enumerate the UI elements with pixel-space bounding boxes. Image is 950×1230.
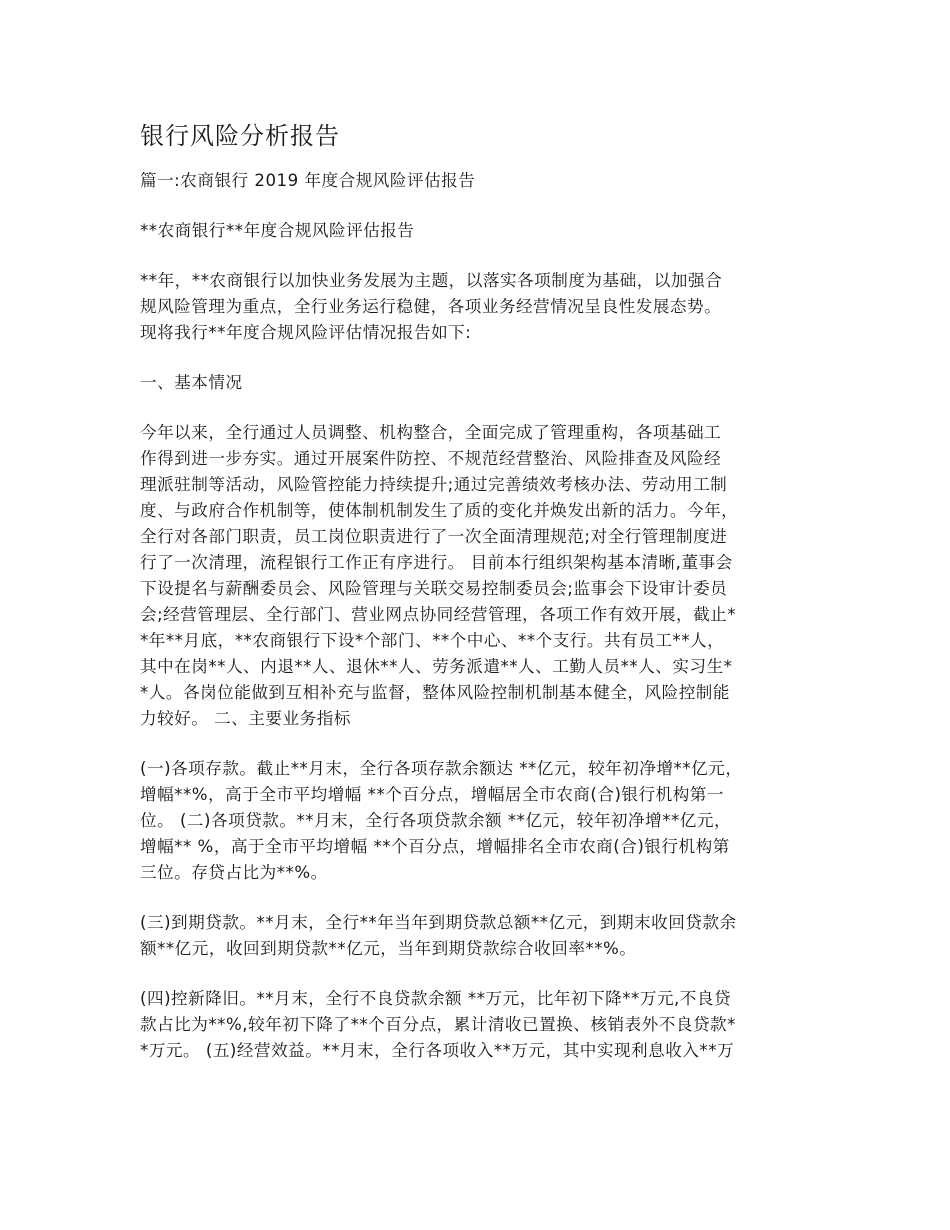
text-line: 理派驻制等活动，风险管控能力持续提升;通过完善绩效考核办法、劳动用工制 — [140, 475, 728, 494]
text-line: 作得到进一步夯实。通过开展案件防控、不规范经营整治、风险排查及风险经 — [140, 449, 722, 468]
text-line: *年**月底，**农商银行下设*个部门、**个中心、**个支行。共有员工**人， — [140, 631, 725, 650]
text-line: 其中在岗**人、内退**人、退休**人、劳务派遣**人、工勤人员**人、实习生* — [140, 657, 733, 676]
text-line: 下设提名与薪酬委员会、风险管理与关联交易控制委员会;监事会下设审计委员 — [140, 579, 728, 598]
paragraph-basic-situation — [140, 420, 812, 732]
text-line: 篇一:农商银行 2019 年度合规风险评估报告 — [140, 171, 476, 190]
text-line: 会;经营管理层、全行部门、营业网点协同经营管理，各项工作有效开展，截止* — [140, 605, 737, 624]
document-title: 银行风险分析报告 — [140, 122, 340, 150]
paragraph-npl-control — [140, 986, 812, 1064]
text-line: 增幅**%，高于全市平均增幅 **个百分点，增幅居全市农商(合)银行机构第一 — [140, 785, 724, 804]
text-line: (四)控新降旧。**月末，全行不良贷款余额 **万元，比年初下降**万元,不良贷 — [140, 989, 732, 1008]
text-line: 额**亿元，收回到期贷款**亿元，当年到期贷款综合收回率**%。 — [140, 939, 637, 958]
text-line: 全行对各部门职责，员工岗位职责进行了一次全面清理规范;对全行管理制度进 — [140, 527, 728, 546]
text-line: 位。 (二)各项贷款。**月末，全行各项贷款余额 **亿元，较年初净增**亿元， — [140, 811, 732, 830]
section-heading-basic — [140, 370, 812, 396]
text-line: 规风险管理为重点，全行业务运行稳健，各项业务经营情况呈良性发展态势。 — [140, 297, 722, 316]
text-line: 行了一次清理，流程银行工作正有序进行。 目前本行组织架构基本清晰,董事会 — [140, 553, 733, 572]
text-line: 一、基本情况 — [140, 373, 243, 392]
text-line: **农商银行**年度合规风险评估报告 — [140, 221, 415, 240]
document-page — [140, 118, 812, 1088]
text-line: 度、与政府合作机制等，使体制机制发生了质的变化并焕发出新的活力。今年， — [140, 501, 739, 520]
text-line: 三位。存贷占比为**%。 — [140, 863, 328, 882]
paragraph-deposits-loans — [140, 756, 812, 886]
paragraph-subtitle — [140, 168, 812, 194]
paragraph-intro — [140, 268, 812, 346]
text-line: (一)各项存款。截止**月末，全行各项存款余额达 **亿元，较年初净增**亿元， — [140, 759, 743, 778]
paragraph-due-loans — [140, 910, 812, 962]
paragraph-report-title — [140, 218, 812, 244]
text-line: 现将我行**年度合规风险评估情况报告如下: — [140, 323, 472, 342]
text-line: (三)到期贷款。**月末，全行**年当年到期贷款总额**亿元，到期末收回贷款余 — [140, 913, 737, 932]
text-line: 力较好。 二、主要业务指标 — [140, 709, 351, 728]
text-line: 增幅** %，高于全市平均增幅 **个百分点，增幅排名全市农商(合)银行机构第 — [140, 837, 730, 856]
text-line: **年，**农商银行以加快业务发展为主题，以落实各项制度为基础，以加强合 — [140, 271, 723, 290]
text-line: 今年以来，全行通过人员调整、机构整合，全面完成了管理重构，各项基础工 — [140, 423, 722, 442]
text-line: 款占比为**%,较年初下降了**个百分点，累计清收已置换、核销表外不良贷款* — [140, 1015, 736, 1034]
text-line: *万元。 (五)经营效益。**月末，全行各项收入**万元，其中实现利息收入**万 — [140, 1041, 735, 1060]
text-line: *人。各岗位能做到互相补充与监督，整体风险控制机制基本健全，风险控制能 — [140, 683, 730, 702]
